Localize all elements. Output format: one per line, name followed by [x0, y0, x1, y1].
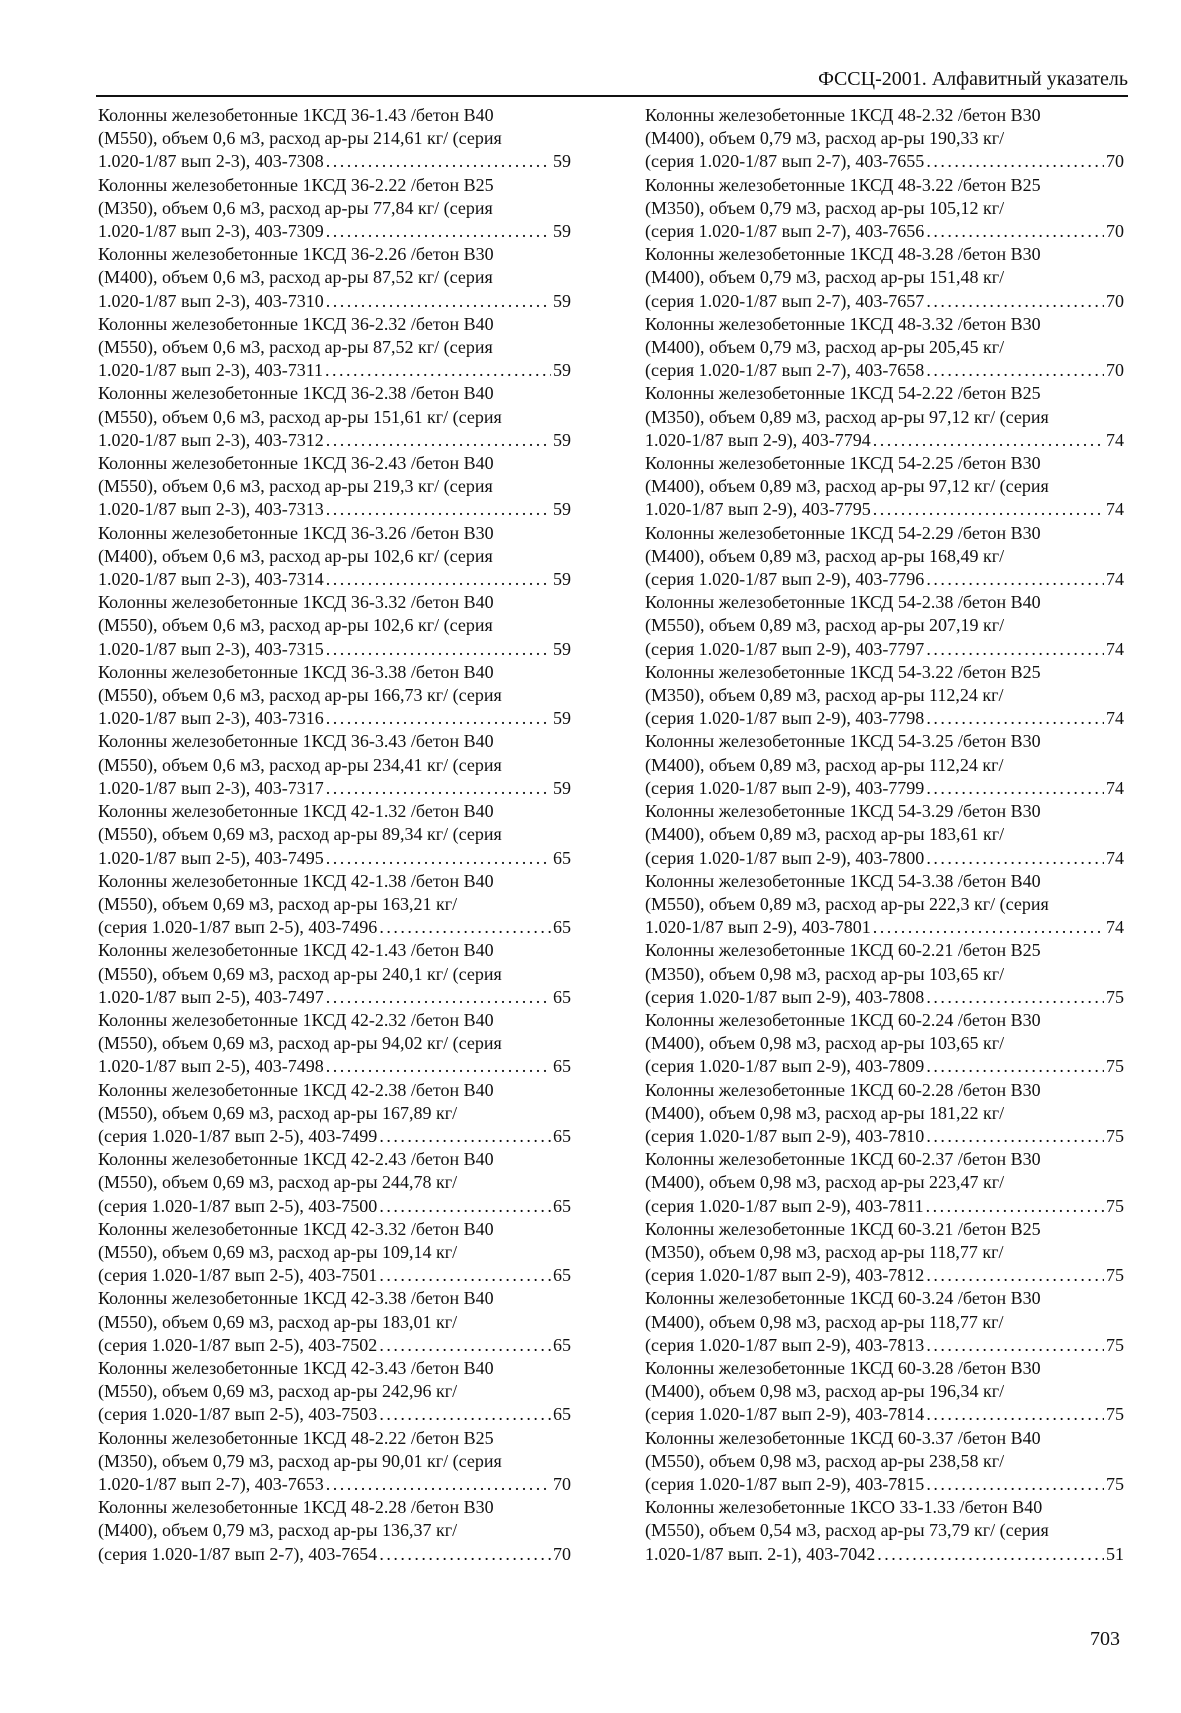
- index-entry: [645, 661, 1124, 731]
- index-entry-line: Колонны железобетонные 1КСД 60-2.21 /бетон В25: [645, 940, 1041, 961]
- dot-leader: [873, 916, 1104, 939]
- index-entry-line: Колонны железобетонные 1КСД 54-3.38 /бетон В40: [645, 870, 1041, 891]
- index-entry-line: Колонны железобетонные 1КСД 60-3.24 /бетон В30: [645, 1288, 1041, 1309]
- index-entry: [645, 313, 1124, 383]
- index-entry-page: 65: [553, 917, 571, 938]
- dot-leader: [326, 847, 551, 870]
- index-entry-reference: (серия 1.020-1/87 вып 2-5), 403-7501: [98, 1265, 378, 1286]
- index-entry-line: (М550), объем 0,89 м3, расход ар-ры 222,3 кг/ (серия: [645, 893, 1049, 914]
- index-entry-page: 74: [1106, 429, 1124, 450]
- dot-leader: [926, 707, 1104, 730]
- index-entry-reference: (серия 1.020-1/87 вып 2-9), 403-7815: [645, 1473, 925, 1494]
- index-entry-line: Колонны железобетонные 1КСД 54-2.29 /бетон В30: [645, 522, 1041, 543]
- index-entry-line: Колонны железобетонные 1КСД 36-3.26 /бетон В30: [98, 522, 494, 543]
- index-entry-line: Колонны железобетонные 1КСД 42-3.43 /бетон В40: [98, 1357, 494, 1378]
- index-entry-page: 75: [1106, 1265, 1124, 1286]
- index-entry-reference: (серия 1.020-1/87 вып 2-9), 403-7809: [645, 1056, 925, 1077]
- index-entry: [645, 1357, 1124, 1427]
- index-entry-reference: 1.020-1/87 вып. 2-1), 403-7042: [645, 1543, 876, 1564]
- index-entry-line: Колонны железобетонные 1КСД 48-3.22 /бетон В25: [645, 174, 1041, 195]
- index-entry-line: (М550), объем 0,69 м3, расход ар-ры 183,01 кг/: [98, 1311, 458, 1332]
- index-entry-line: Колонны железобетонные 1КСД 54-2.22 /бетон В25: [645, 383, 1041, 404]
- index-entry-leader-line: [645, 498, 1124, 521]
- index-entry-line: (М550), объем 0,89 м3, расход ар-ры 207,19 кг/: [645, 615, 1005, 636]
- index-entry-leader-line: [98, 568, 571, 591]
- index-entry-line: Колонны железобетонные 1КСД 48-2.28 /бетон В30: [98, 1497, 494, 1518]
- dot-leader: [326, 638, 551, 661]
- index-entry-page: 70: [1106, 151, 1124, 172]
- dot-leader: [379, 1264, 551, 1287]
- index-entry-reference: (серия 1.020-1/87 вып 2-9), 403-7798: [645, 708, 925, 729]
- index-entry-line: Колонны железобетонные 1КСД 36-2.26 /бетон В30: [98, 244, 494, 265]
- index-entry-reference: (серия 1.020-1/87 вып 2-7), 403-7658: [645, 360, 925, 381]
- dot-leader: [877, 1543, 1104, 1566]
- index-entry: [98, 313, 571, 383]
- index-entry-page: 65: [553, 1125, 571, 1146]
- index-entry-reference: 1.020-1/87 вып 2-7), 403-7653: [98, 1473, 324, 1494]
- index-entry-page: 65: [553, 1265, 571, 1286]
- index-entry-line: (М400), объем 0,98 м3, расход ар-ры 196,34 кг/: [645, 1381, 1005, 1402]
- index-entry-line: (М400), объем 0,79 м3, расход ар-ры 136,37 кг/: [98, 1520, 458, 1541]
- index-entry-line: Колонны железобетонные 1КСД 60-2.24 /бетон В30: [645, 1009, 1041, 1030]
- index-entry-line: (М400), объем 0,89 м3, расход ар-ры 168,49 кг/: [645, 545, 1005, 566]
- index-entry-leader-line: [645, 150, 1124, 173]
- index-entry: [98, 174, 571, 244]
- index-entry: [98, 730, 571, 800]
- index-entry-line: Колонны железобетонные 1КСД 60-2.37 /бетон В30: [645, 1149, 1041, 1170]
- index-entry: [645, 1287, 1124, 1357]
- index-entry-line: Колонны железобетонные 1КСД 36-1.43 /бетон В40: [98, 105, 494, 125]
- index-entry-page: 65: [553, 847, 571, 868]
- dot-leader: [873, 498, 1104, 521]
- index-entry-line: (М550), объем 0,54 м3, расход ар-ры 73,79 кг/ (серия: [645, 1520, 1049, 1541]
- index-entry-reference: 1.020-1/87 вып 2-9), 403-7794: [645, 429, 871, 450]
- dot-leader: [326, 290, 551, 313]
- index-entry: [645, 104, 1124, 174]
- index-entry-reference: (серия 1.020-1/87 вып 2-9), 403-7800: [645, 847, 925, 868]
- dot-leader: [379, 1543, 551, 1566]
- index-entry: [645, 591, 1124, 661]
- index-entry: [645, 939, 1124, 1009]
- index-entry-page: 65: [553, 1334, 571, 1355]
- index-entry-leader-line: [645, 1055, 1124, 1078]
- index-entry-page: 59: [553, 290, 571, 311]
- index-entry-line: (М550), объем 0,6 м3, расход ар-ры 166,73 кг/ (серия: [98, 685, 502, 706]
- index-entry-leader-line: [98, 1473, 571, 1496]
- dot-leader: [326, 777, 551, 800]
- dot-leader: [926, 847, 1104, 870]
- index-entry-page: 74: [1106, 499, 1124, 520]
- index-entry-reference: (серия 1.020-1/87 вып 2-7), 403-7657: [645, 290, 925, 311]
- index-entry-line: (М400), объем 0,79 м3, расход ар-ры 190,33 кг/: [645, 128, 1005, 149]
- index-entry-line: (М400), объем 0,6 м3, расход ар-ры 102,6 кг/ (серия: [98, 545, 493, 566]
- index-entry-page: 74: [1106, 777, 1124, 798]
- index-entry: [645, 1496, 1124, 1566]
- index-entry-reference: (серия 1.020-1/87 вып 2-9), 403-7796: [645, 569, 925, 590]
- index-entry: [645, 174, 1124, 244]
- index-entry-reference: 1.020-1/87 вып 2-9), 403-7795: [645, 499, 871, 520]
- dot-leader: [326, 1055, 551, 1078]
- index-entry-line: Колонны железобетонные 1КСД 36-3.38 /бетон В40: [98, 661, 494, 682]
- index-entry-reference: (серия 1.020-1/87 вып 2-5), 403-7499: [98, 1125, 378, 1146]
- running-header: [96, 66, 1128, 97]
- index-entry-line: (М550), объем 0,69 м3, расход ар-ры 109,14 кг/: [98, 1241, 458, 1262]
- index-entry-line: Колонны железобетонные 1КСД 48-3.28 /бетон В30: [645, 244, 1041, 265]
- dot-leader: [326, 986, 551, 1009]
- index-entry-reference: (серия 1.020-1/87 вып 2-9), 403-7808: [645, 986, 925, 1007]
- dot-leader: [926, 1055, 1104, 1078]
- index-entry-leader-line: [645, 916, 1124, 939]
- index-entry-reference: 1.020-1/87 вып 2-3), 403-7309: [98, 221, 324, 242]
- index-entry-reference: (серия 1.020-1/87 вып 2-9), 403-7813: [645, 1334, 925, 1355]
- dot-leader: [379, 1125, 551, 1148]
- dot-leader: [326, 220, 551, 243]
- index-entry-page: 75: [1106, 1473, 1124, 1494]
- index-entry-line: (М350), объем 0,79 м3, расход ар-ры 105,12 кг/: [645, 197, 1005, 218]
- index-entry-line: (М550), объем 0,6 м3, расход ар-ры 151,61 кг/ (серия: [98, 406, 502, 427]
- index-entry-page: 75: [1106, 986, 1124, 1007]
- dot-leader: [326, 568, 551, 591]
- dot-leader: [326, 1473, 551, 1496]
- running-header-title: ФССЦ-2001. Алфавитный указатель: [818, 68, 1128, 90]
- index-entry-reference: (серия 1.020-1/87 вып 2-9), 403-7799: [645, 777, 925, 798]
- dot-leader: [926, 777, 1104, 800]
- index-entry-line: (М350), объем 0,79 м3, расход ар-ры 90,01 кг/ (серия: [98, 1450, 502, 1471]
- index-entry: [98, 104, 571, 174]
- index-entry-line: Колонны железобетонные 1КСД 54-3.25 /бетон В30: [645, 731, 1041, 752]
- index-entry: [98, 1496, 571, 1566]
- index-entry-leader-line: [98, 916, 571, 939]
- index-entry: [645, 1009, 1124, 1079]
- index-entry-line: Колонны железобетонные 1КСД 54-2.25 /бетон В30: [645, 453, 1041, 474]
- index-entry: [98, 591, 571, 661]
- dot-leader: [926, 1473, 1104, 1496]
- index-entry-leader-line: [645, 847, 1124, 870]
- index-entry: [98, 522, 571, 592]
- dot-leader: [926, 1334, 1104, 1357]
- index-entry-line: Колонны железобетонные 1КСД 42-2.43 /бетон В40: [98, 1149, 494, 1170]
- index-entry: [98, 1427, 571, 1497]
- index-entry-reference: 1.020-1/87 вып 2-9), 403-7801: [645, 917, 871, 938]
- index-entry-line: Колонны железобетонные 1КСО 33-1.33 /бетон В40: [645, 1497, 1043, 1518]
- dot-leader: [326, 150, 551, 173]
- index-entry-line: (М350), объем 0,98 м3, расход ар-ры 118,77 кг/: [645, 1241, 1004, 1262]
- index-entry-line: (М400), объем 0,79 м3, расход ар-ры 205,45 кг/: [645, 337, 1005, 358]
- dot-leader: [926, 1125, 1104, 1148]
- dot-leader: [926, 986, 1104, 1009]
- index-entry: [645, 1427, 1124, 1497]
- dot-leader: [326, 429, 551, 452]
- index-entry-page: 59: [553, 708, 571, 729]
- index-entry-leader-line: [98, 986, 571, 1009]
- index-entry-leader-line: [98, 498, 571, 521]
- index-entry-leader-line: [98, 1334, 571, 1357]
- index-entry: [98, 1148, 571, 1218]
- index-entry: [98, 1218, 571, 1288]
- index-entry-page: 65: [553, 986, 571, 1007]
- index-entry-leader-line: [98, 1195, 571, 1218]
- index-entry-page: 51: [1106, 1543, 1124, 1564]
- index-entry-reference: (серия 1.020-1/87 вып 2-9), 403-7811: [645, 1195, 924, 1216]
- index-entry: [645, 730, 1124, 800]
- dot-leader: [926, 1195, 1104, 1218]
- index-entry-page: 59: [553, 777, 571, 798]
- index-entry-leader-line: [645, 1403, 1124, 1426]
- index-entry-page: 74: [1106, 847, 1124, 868]
- index-entry: [98, 939, 571, 1009]
- index-entry-line: (М550), объем 0,69 м3, расход ар-ры 94,02 кг/ (серия: [98, 1033, 502, 1054]
- index-entry-line: Колонны железобетонные 1КСД 42-3.38 /бетон В40: [98, 1288, 494, 1309]
- index-entry-leader-line: [98, 1055, 571, 1078]
- index-entry-line: Колонны железобетонные 1КСД 42-2.32 /бетон В40: [98, 1009, 494, 1030]
- dot-leader: [926, 1403, 1104, 1426]
- index-entry-leader-line: [645, 1543, 1124, 1566]
- dot-leader: [379, 1195, 551, 1218]
- index-entry: [645, 1079, 1124, 1149]
- index-entry-reference: (серия 1.020-1/87 вып 2-9), 403-7797: [645, 638, 925, 659]
- index-entry-line: (М550), объем 0,98 м3, расход ар-ры 238,58 кг/: [645, 1450, 1005, 1471]
- index-entry-line: Колонны железобетонные 1КСД 48-2.32 /бетон В30: [645, 105, 1041, 125]
- index-entry-line: Колонны железобетонные 1КСД 60-3.37 /бетон В40: [645, 1427, 1041, 1448]
- index-entry-leader-line: [98, 638, 571, 661]
- index-entry-line: Колонны железобетонные 1КСД 42-1.38 /бетон В40: [98, 870, 494, 891]
- dot-leader: [325, 359, 551, 382]
- index-entry-line: (М550), объем 0,6 м3, расход ар-ры 102,6 кг/ (серия: [98, 615, 493, 636]
- index-entry-reference: (серия 1.020-1/87 вып 2-5), 403-7496: [98, 917, 378, 938]
- index-entry-line: Колонны железобетонные 1КСД 36-2.38 /бетон В40: [98, 383, 494, 404]
- index-entry: [98, 1357, 571, 1427]
- index-entry-leader-line: [98, 847, 571, 870]
- index-entry: [645, 452, 1124, 522]
- index-entry-page: 59: [553, 569, 571, 590]
- index-entry-leader-line: [98, 290, 571, 313]
- index-entry-reference: (серия 1.020-1/87 вып 2-7), 403-7654: [98, 1543, 378, 1564]
- index-entry-reference: (серия 1.020-1/87 вып 2-5), 403-7500: [98, 1195, 378, 1216]
- index-entry-leader-line: [98, 707, 571, 730]
- dot-leader: [379, 1334, 551, 1357]
- index-entry-page: 75: [1106, 1125, 1124, 1146]
- index-entry-line: (М350), объем 0,6 м3, расход ар-ры 77,84 кг/ (серия: [98, 197, 493, 218]
- index-entry-page: 59: [553, 221, 571, 242]
- dot-leader: [926, 1264, 1104, 1287]
- page-number: 703: [1090, 1628, 1120, 1650]
- dot-leader: [379, 1403, 551, 1426]
- index-entry-reference: (серия 1.020-1/87 вып 2-7), 403-7655: [645, 151, 925, 172]
- index-entry-leader-line: [98, 1403, 571, 1426]
- index-entry-leader-line: [98, 220, 571, 243]
- dot-leader: [926, 568, 1104, 591]
- index-entry-line: (М350), объем 0,89 м3, расход ар-ры 97,12 кг/ (серия: [645, 406, 1049, 427]
- index-entry-leader-line: [645, 1195, 1124, 1218]
- index-entry-line: (М550), объем 0,6 м3, расход ар-ры 214,61 кг/ (серия: [98, 128, 502, 149]
- dot-leader: [926, 220, 1104, 243]
- index-entry-page: 70: [553, 1543, 571, 1564]
- index-entry-line: (М400), объем 0,98 м3, расход ар-ры 223,47 кг/: [645, 1172, 1005, 1193]
- index-entry-line: (М400), объем 0,79 м3, расход ар-ры 151,48 кг/: [645, 267, 1005, 288]
- index-entry-leader-line: [98, 1264, 571, 1287]
- index-entry-leader-line: [98, 1543, 571, 1566]
- dot-leader: [926, 150, 1104, 173]
- index-entry-page: 70: [1106, 360, 1124, 381]
- index-entry-reference: (серия 1.020-1/87 вып 2-9), 403-7814: [645, 1404, 925, 1425]
- index-entry-reference: 1.020-1/87 вып 2-3), 403-7316: [98, 708, 324, 729]
- index-entry-leader-line: [98, 359, 571, 382]
- index-entry-line: Колонны железобетонные 1КСД 54-3.29 /бетон В30: [645, 801, 1041, 822]
- index-entry-page: 59: [553, 151, 571, 172]
- dot-leader: [873, 429, 1104, 452]
- index-entry-reference: 1.020-1/87 вып 2-3), 403-7313: [98, 499, 324, 520]
- index-entry-line: Колонны железобетонные 1КСД 42-1.43 /бетон В40: [98, 940, 494, 961]
- index-entry-leader-line: [645, 638, 1124, 661]
- index-entry-leader-line: [645, 1473, 1124, 1496]
- index-entry-leader-line: [645, 777, 1124, 800]
- index-entry-leader-line: [98, 150, 571, 173]
- index-entry-reference: 1.020-1/87 вып 2-3), 403-7308: [98, 151, 324, 172]
- index-entry-leader-line: [98, 777, 571, 800]
- index-entry-reference: 1.020-1/87 вып 2-5), 403-7498: [98, 1056, 324, 1077]
- index-entry-reference: 1.020-1/87 вып 2-3), 403-7312: [98, 429, 324, 450]
- index-entry-line: (М550), объем 0,69 м3, расход ар-ры 163,21 кг/: [98, 893, 458, 914]
- index-entry-leader-line: [645, 359, 1124, 382]
- index-entry: [645, 382, 1124, 452]
- index-entry-page: 65: [553, 1195, 571, 1216]
- index-entry-line: (М550), объем 0,6 м3, расход ар-ры 87,52 кг/ (серия: [98, 337, 493, 358]
- index-entry: [645, 1218, 1124, 1288]
- index-entry-line: Колонны железобетонные 1КСД 36-2.32 /бетон В40: [98, 313, 494, 334]
- index-entry-leader-line: [98, 429, 571, 452]
- index-entry-leader-line: [645, 290, 1124, 313]
- dot-leader: [326, 707, 551, 730]
- index-entry-leader-line: [645, 429, 1124, 452]
- index-column-right: [645, 104, 1124, 1566]
- index-entry-line: (М400), объем 0,6 м3, расход ар-ры 87,52 кг/ (серия: [98, 267, 493, 288]
- index-entry-page: 70: [1106, 290, 1124, 311]
- index-entry-line: (М350), объем 0,89 м3, расход ар-ры 112,24 кг/: [645, 685, 1004, 706]
- index-entry-line: Колонны железобетонные 1КСД 54-3.22 /бетон В25: [645, 661, 1041, 682]
- index-entry-page: 75: [1106, 1056, 1124, 1077]
- index-entry-page: 65: [553, 1404, 571, 1425]
- index-entry-line: (М550), объем 0,6 м3, расход ар-ры 219,3 кг/ (серия: [98, 476, 493, 497]
- index-entry: [645, 243, 1124, 313]
- index-entry-line: Колонны железобетонные 1КСД 36-2.22 /бетон В25: [98, 174, 494, 195]
- index-entry-leader-line: [98, 1125, 571, 1148]
- index-entry-reference: (серия 1.020-1/87 вып 2-9), 403-7810: [645, 1125, 925, 1146]
- index-entry-page: 74: [1106, 917, 1124, 938]
- index-entry-leader-line: [645, 220, 1124, 243]
- index-entry-line: (М400), объем 0,89 м3, расход ар-ры 97,12 кг/ (серия: [645, 476, 1049, 497]
- index-entry-leader-line: [645, 986, 1124, 1009]
- index-entry-line: Колонны железобетонные 1КСД 36-3.32 /бетон В40: [98, 592, 494, 613]
- index-entry-line: Колонны железобетонные 1КСД 36-3.43 /бетон В40: [98, 731, 494, 752]
- index-entry-leader-line: [645, 1264, 1124, 1287]
- index-entry-line: (М400), объем 0,98 м3, расход ар-ры 103,65 кг/: [645, 1033, 1005, 1054]
- index-entry-line: Колонны железобетонные 1КСД 42-2.38 /бетон В40: [98, 1079, 494, 1100]
- index-entry-page: 74: [1106, 708, 1124, 729]
- index-entry-reference: 1.020-1/87 вып 2-5), 403-7497: [98, 986, 324, 1007]
- index-entry-page: 59: [553, 360, 571, 381]
- index-entry: [98, 661, 571, 731]
- index-entry-reference: (серия 1.020-1/87 вып 2-5), 403-7502: [98, 1334, 378, 1355]
- index-entry-line: (М550), объем 0,69 м3, расход ар-ры 242,96 кг/: [98, 1381, 458, 1402]
- index-entry: [645, 870, 1124, 940]
- index-entry: [98, 1079, 571, 1149]
- index-entry-leader-line: [645, 707, 1124, 730]
- index-entry-line: (М550), объем 0,69 м3, расход ар-ры 167,89 кг/: [98, 1102, 458, 1123]
- index-entry-leader-line: [645, 568, 1124, 591]
- dot-leader: [926, 359, 1104, 382]
- dot-leader: [326, 498, 551, 521]
- index-entry-page: 59: [553, 638, 571, 659]
- index-entry-reference: 1.020-1/87 вып 2-3), 403-7311: [98, 360, 324, 381]
- index-entry-page: 75: [1106, 1404, 1124, 1425]
- dot-leader: [926, 290, 1104, 313]
- index-entry: [645, 800, 1124, 870]
- index-entry-line: Колонны железобетонные 1КСД 54-2.38 /бетон В40: [645, 592, 1041, 613]
- index-entry-page: 75: [1106, 1334, 1124, 1355]
- index-entry: [98, 800, 571, 870]
- index-entry-reference: 1.020-1/87 вып 2-3), 403-7310: [98, 290, 324, 311]
- index-entry-reference: 1.020-1/87 вып 2-5), 403-7495: [98, 847, 324, 868]
- index-entry-leader-line: [645, 1334, 1124, 1357]
- index-entry-reference: 1.020-1/87 вып 2-3), 403-7314: [98, 569, 324, 590]
- index-entry-reference: (серия 1.020-1/87 вып 2-5), 403-7503: [98, 1404, 378, 1425]
- index-entry-line: Колонны железобетонные 1КСД 48-2.22 /бетон В25: [98, 1427, 494, 1448]
- index-entry-line: (М400), объем 0,89 м3, расход ар-ры 183,61 кг/: [645, 824, 1005, 845]
- index-entry-page: 59: [553, 429, 571, 450]
- index-entry-line: Колонны железобетонные 1КСД 60-3.28 /бетон В30: [645, 1357, 1041, 1378]
- index-entry-page: 74: [1106, 569, 1124, 590]
- index-entry-page: 75: [1106, 1195, 1124, 1216]
- index-entry-line: (М550), объем 0,69 м3, расход ар-ры 89,34 кг/ (серия: [98, 824, 502, 845]
- index-entry-line: Колонны железобетонные 1КСД 60-2.28 /бетон В30: [645, 1079, 1041, 1100]
- index-entry-line: Колонны железобетонные 1КСД 60-3.21 /бетон В25: [645, 1218, 1041, 1239]
- index-entry-page: 59: [553, 499, 571, 520]
- index-entry-line: (М400), объем 0,98 м3, расход ар-ры 181,22 кг/: [645, 1102, 1005, 1123]
- index-entry: [98, 1009, 571, 1079]
- index-entry-reference: (серия 1.020-1/87 вып 2-9), 403-7812: [645, 1265, 925, 1286]
- index-entry: [645, 1148, 1124, 1218]
- index-entry-reference: 1.020-1/87 вып 2-3), 403-7315: [98, 638, 324, 659]
- index-column-left: [98, 104, 571, 1566]
- index-entry-reference: (серия 1.020-1/87 вып 2-7), 403-7656: [645, 221, 925, 242]
- index-entry: [98, 870, 571, 940]
- index-entry-page: 65: [553, 1056, 571, 1077]
- index-entry-line: Колонны железобетонные 1КСД 36-2.43 /бетон В40: [98, 453, 494, 474]
- index-entry-line: (М400), объем 0,89 м3, расход ар-ры 112,24 кг/: [645, 754, 1004, 775]
- index-entry-line: Колонны железобетонные 1КСД 42-1.32 /бетон В40: [98, 801, 494, 822]
- index-entry-line: (М550), объем 0,6 м3, расход ар-ры 234,41 кг/ (серия: [98, 754, 502, 775]
- index-entry: [645, 522, 1124, 592]
- index-entry-page: 70: [1106, 221, 1124, 242]
- index-entry: [98, 243, 571, 313]
- index-entry-line: (М550), объем 0,69 м3, расход ар-ры 240,1 кг/ (серия: [98, 963, 502, 984]
- index-entry: [98, 1287, 571, 1357]
- index-entry: [98, 452, 571, 522]
- index-entry-line: (М350), объем 0,98 м3, расход ар-ры 103,65 кг/: [645, 963, 1005, 984]
- index-entry-line: Колонны железобетонные 1КСД 48-3.32 /бетон В30: [645, 313, 1041, 334]
- index-entry-line: (М400), объем 0,98 м3, расход ар-ры 118,77 кг/: [645, 1311, 1004, 1332]
- dot-leader: [926, 638, 1104, 661]
- index-entry-reference: 1.020-1/87 вып 2-3), 403-7317: [98, 777, 324, 798]
- index-entry-leader-line: [645, 1125, 1124, 1148]
- index-entry-line: (М550), объем 0,69 м3, расход ар-ры 244,78 кг/: [98, 1172, 458, 1193]
- dot-leader: [379, 916, 551, 939]
- index-entry-page: 74: [1106, 638, 1124, 659]
- index-entry-page: 70: [553, 1473, 571, 1494]
- index-entry: [98, 382, 571, 452]
- index-entry-line: Колонны железобетонные 1КСД 42-3.32 /бетон В40: [98, 1218, 494, 1239]
